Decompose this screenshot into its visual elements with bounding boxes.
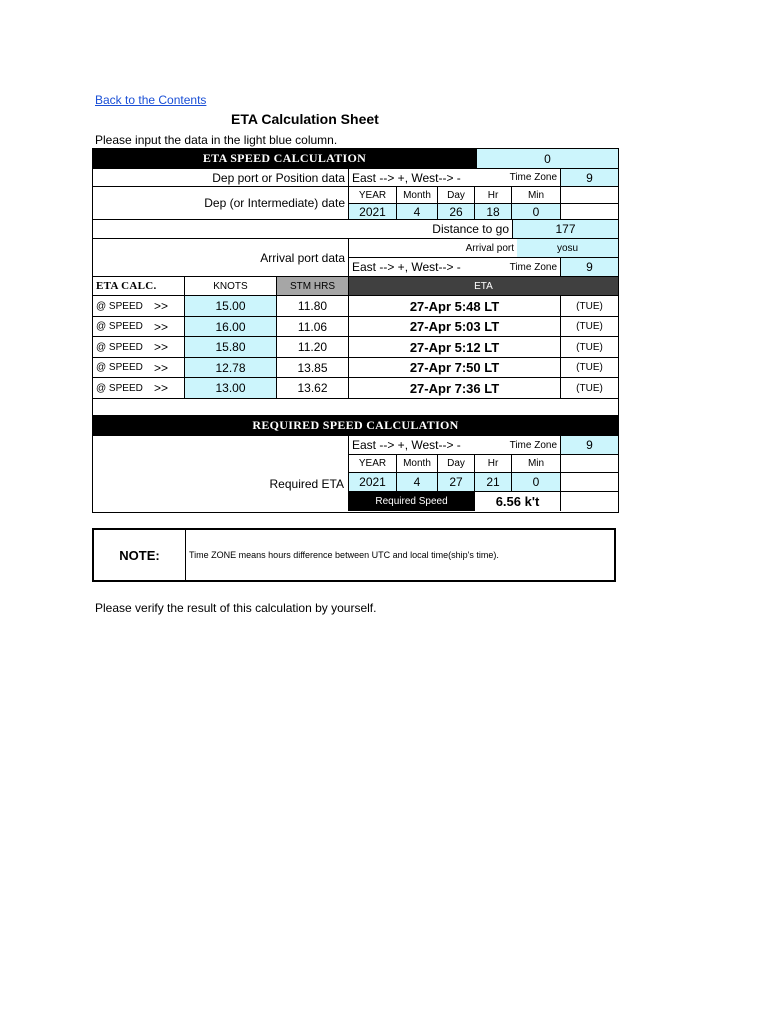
knots-header: KNOTS <box>185 277 277 296</box>
dep-min-input[interactable]: 0 <box>512 204 561 220</box>
arrival-port-input[interactable]: yosu <box>517 239 618 258</box>
required-speed-spacer <box>561 492 618 511</box>
dep-time-zone-label: Time Zone <box>509 169 561 187</box>
distance-label: Distance to go <box>93 220 513 239</box>
dep-day-header: Day <box>438 187 475 204</box>
page-title: ETA Calculation Sheet <box>231 111 379 127</box>
dep-month-header: Month <box>397 187 438 204</box>
knots-input[interactable]: 12.78 <box>185 358 277 378</box>
spacer-row <box>93 399 618 416</box>
eta-value: 27-Apr 7:36 LT <box>349 378 561 399</box>
arrival-port-data-label: Arrival port data <box>93 239 349 277</box>
dep-year-header: YEAR <box>349 187 397 204</box>
dep-day-input[interactable]: 26 <box>438 204 475 220</box>
back-to-contents-link[interactable]: Back to the Contents <box>95 93 207 107</box>
eta-value: 27-Apr 5:12 LT <box>349 337 561 358</box>
required-speed-value: 6.56 k't <box>475 492 561 511</box>
required-east-west-hint: East --> +, West--> - <box>349 436 509 455</box>
required-year-header: YEAR <box>349 455 397 473</box>
dep-header-spacer <box>561 187 618 204</box>
required-hr-header: Hr <box>475 455 512 473</box>
arrival-east-west-hint: East --> +, West--> - <box>349 258 509 277</box>
stm-hrs-value: 11.80 <box>277 296 349 317</box>
required-header-spacer <box>561 455 618 473</box>
distance-input[interactable]: 177 <box>513 220 618 239</box>
arrival-time-zone-input[interactable]: 9 <box>561 258 618 277</box>
required-section-title: REQUIRED SPEED CALCULATION <box>93 416 618 436</box>
note-label: NOTE: <box>94 530 186 580</box>
dep-port-label: Dep port or Position data <box>93 169 349 187</box>
dep-date-label: Dep (or Intermediate) date <box>93 187 349 220</box>
eta-sheet <box>92 148 619 513</box>
weekday-value: (TUE) <box>561 378 618 399</box>
weekday-value: (TUE) <box>561 358 618 378</box>
dep-hr-input[interactable]: 18 <box>475 204 512 220</box>
intro-text: Please input the data in the light blue column. <box>95 133 338 147</box>
knots-input[interactable]: 15.00 <box>185 296 277 317</box>
arrival-port-label: Arrival port <box>349 239 517 258</box>
required-time-zone-input[interactable]: 9 <box>561 436 618 455</box>
required-day-header: Day <box>438 455 475 473</box>
speed-row-label: @ SPEED >> <box>93 317 185 337</box>
required-speed-label: Required Speed <box>349 492 475 511</box>
required-value-spacer <box>561 473 618 492</box>
required-day-input[interactable]: 27 <box>438 473 475 492</box>
required-min-header: Min <box>512 455 561 473</box>
required-hr-input[interactable]: 21 <box>475 473 512 492</box>
weekday-value: (TUE) <box>561 296 618 317</box>
required-time-zone-label: Time Zone <box>509 436 561 455</box>
stm-hrs-value: 13.85 <box>277 358 349 378</box>
note-box <box>92 528 616 582</box>
dep-hr-header: Hr <box>475 187 512 204</box>
note-text: Time ZONE means hours difference between UTC and local time(ship's time). <box>189 550 499 560</box>
dep-year-input[interactable]: 2021 <box>349 204 397 220</box>
knots-input[interactable]: 16.00 <box>185 317 277 337</box>
knots-input[interactable]: 13.00 <box>185 378 277 399</box>
required-year-input[interactable]: 2021 <box>349 473 397 492</box>
stm-hrs-value: 13.62 <box>277 378 349 399</box>
dep-value-spacer <box>561 204 618 220</box>
speed-row-label: @ SPEED >> <box>93 378 185 399</box>
weekday-value: (TUE) <box>561 337 618 358</box>
eta-header: ETA <box>349 277 618 296</box>
speed-row-label: @ SPEED >> <box>93 296 185 317</box>
dep-min-header: Min <box>512 187 561 204</box>
dep-month-input[interactable]: 4 <box>397 204 438 220</box>
speed-section-title: ETA SPEED CALCULATION <box>93 149 477 169</box>
stm-hrs-header: STM HRS <box>277 277 349 296</box>
stm-hrs-value: 11.06 <box>277 317 349 337</box>
knots-input[interactable]: 15.80 <box>185 337 277 358</box>
eta-value: 27-Apr 5:03 LT <box>349 317 561 337</box>
top-value-input[interactable]: 0 <box>477 149 618 169</box>
speed-row-label: @ SPEED >> <box>93 358 185 378</box>
eta-calc-header: ETA CALC. <box>93 277 185 296</box>
eta-value: 27-Apr 5:48 LT <box>349 296 561 317</box>
required-eta-label: Required ETA <box>93 436 349 511</box>
dep-time-zone-input[interactable]: 9 <box>561 169 618 187</box>
required-month-header: Month <box>397 455 438 473</box>
verify-text: Please verify the result of this calculation by yourself. <box>95 601 377 615</box>
arrival-time-zone-label: Time Zone <box>509 258 561 277</box>
speed-row-label: @ SPEED >> <box>93 337 185 358</box>
weekday-value: (TUE) <box>561 317 618 337</box>
dep-east-west-hint: East --> +, West--> - <box>349 169 509 187</box>
stm-hrs-value: 11.20 <box>277 337 349 358</box>
eta-value: 27-Apr 7:50 LT <box>349 358 561 378</box>
required-month-input[interactable]: 4 <box>397 473 438 492</box>
required-min-input[interactable]: 0 <box>512 473 561 492</box>
